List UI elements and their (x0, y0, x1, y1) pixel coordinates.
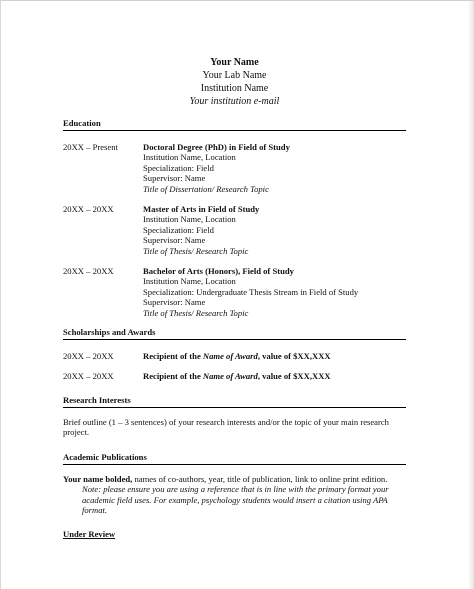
entry-date: 20XX – 20XX (63, 266, 114, 277)
entry-line: Institution Name, Location (143, 214, 236, 225)
degree-title: Master of Arts in Field of Study (143, 204, 260, 215)
award-entry (63, 351, 406, 361)
publications-heading: Academic Publications (63, 452, 406, 465)
entry-details (143, 142, 406, 194)
applicant-name: Your Name (210, 57, 259, 68)
degree-title: Doctoral Degree (PhD) in Field of Study (143, 142, 290, 152)
thesis-title: Title of Thesis/ Research Topic (143, 307, 249, 318)
thesis-title: Title of Dissertation/ Research Topic (143, 183, 269, 194)
awards-heading: Scholarships and Awards (63, 327, 406, 340)
research-text: Brief outline (1 – 3 sentences) of your research interests and/or the topic of your main research project. (63, 416, 389, 438)
degree-title: Bachelor of Arts (Honors), Field of Study (143, 266, 294, 277)
entry-line: Supervisor: Name (143, 173, 206, 184)
education-entry (63, 266, 406, 318)
award-name: Name of Award (202, 370, 258, 381)
education-entry (63, 142, 406, 194)
institution-email: Your institution e-mail (189, 96, 280, 107)
entry-line: Specialization: Field (143, 162, 214, 173)
award-description (143, 371, 406, 381)
entry-line: Supervisor: Name (143, 297, 206, 308)
publication-note: Note: please ensure you are using a reference that is in line with the primary format your academic field uses. For example, psychology students would insert a citation using APA format. (82, 484, 389, 515)
publication-details: names of co-authors, year, title of publication, link to online print edition. (132, 473, 388, 484)
education-entry (63, 204, 406, 256)
award-value: , value of $XX,XXX (257, 370, 331, 381)
entry-details (143, 266, 406, 318)
entry-date: 20XX – 20XX (63, 370, 114, 381)
award-value: , value of $XX,XXX (257, 351, 331, 362)
resume-header (63, 56, 406, 108)
institution-name: Institution Name (200, 83, 269, 94)
entry-date: 20XX – 20XX (63, 351, 114, 362)
thesis-title: Title of Thesis/ Research Topic (143, 245, 249, 256)
entry-date: 20XX – 20XX (63, 204, 114, 215)
entry-details (143, 204, 406, 256)
entry-line: Specialization: Field (143, 224, 214, 235)
resume-content (63, 56, 406, 540)
entry-date: 20XX – Present (63, 142, 118, 152)
under-review-heading: Under Review (63, 529, 116, 540)
award-entry (63, 371, 406, 381)
research-heading: Research Interests (63, 395, 406, 408)
entry-line: Supervisor: Name (143, 235, 206, 246)
award-name: Name of Award (202, 351, 258, 362)
education-heading: Education (63, 118, 406, 131)
author-name-bold: Your name bolded, (63, 473, 133, 484)
award-prefix: Recipient of the (143, 351, 203, 362)
entry-line: Specialization: Undergraduate Thesis Stream in Field of Study (143, 286, 359, 297)
award-prefix: Recipient of the (143, 370, 203, 381)
entry-line: Institution Name, Location (143, 276, 236, 287)
lab-name: Your Lab Name (202, 70, 267, 81)
entry-line: Institution Name, Location (143, 152, 236, 163)
publication-entry (63, 474, 406, 484)
award-description (143, 351, 406, 361)
